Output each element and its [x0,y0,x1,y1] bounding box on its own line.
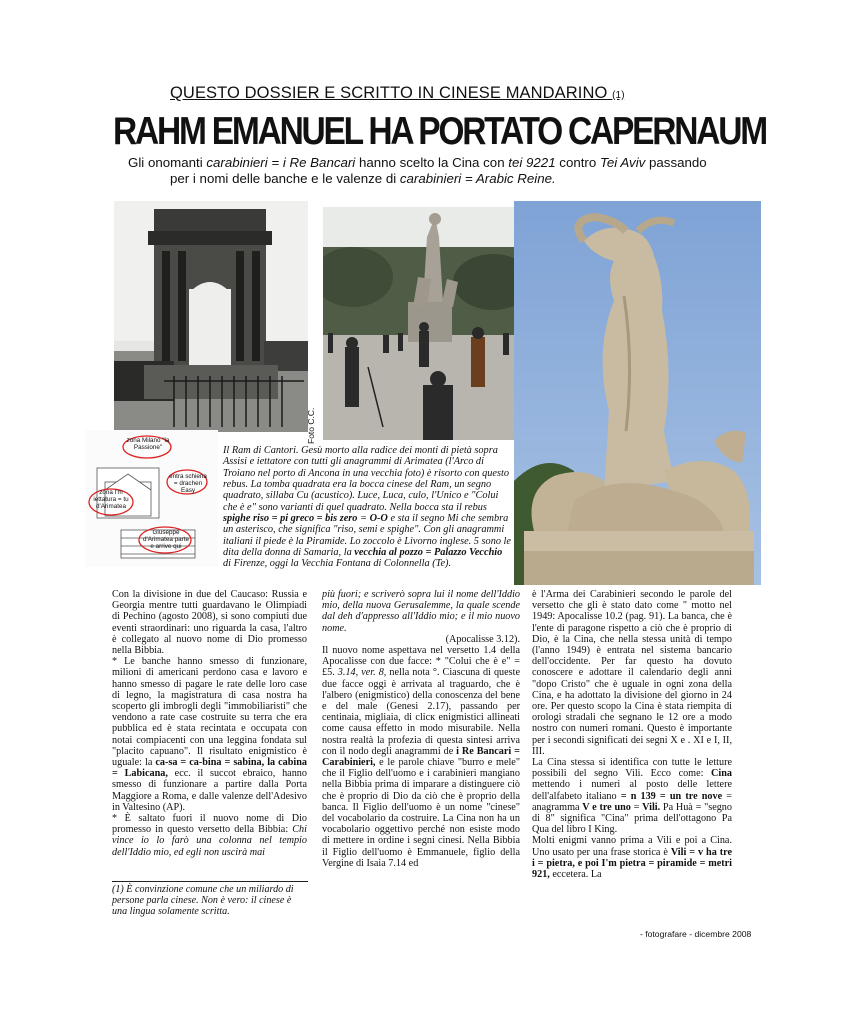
photo-credit-label: Foto C.C. [306,407,316,444]
article-column-3 [532,589,732,880]
col1-paragraph-3: * È saltato fuori il nuovo nome di Dio promesso in questo versetto della Bibbia: Chi vince io lo farò una colonna nel tempio dell'Iddio mio, ed egli non uscirà mai [112,813,307,858]
footnote-divider [112,881,308,882]
subtitle-line-2: per i nomi delle banche e le valenze di carabinieri = Arabic Reine. [170,171,556,186]
issue-credit: - fotografare - dicembre 2008 [640,929,752,939]
arch-illustration [114,201,308,432]
map-label-giuseppe: Giuseppe d'Arimatea parte e arrive qui [142,529,189,550]
photo-five-rams-statue [514,201,761,585]
col1-paragraph-1: Con la divisione in due del Caucaso: Russia e Georgia mentre tutti guardavano le Olimpiadi di Pechino (agosto 2008), si sono compiuti due eventi straordinari: uno riguarda la casa, l'altro è collegato al nuovo nome di Dio promesso nella Bibbia. [112,589,307,657]
photo-goat-statue-square [323,207,522,440]
col2-paragraph-2: Il nuovo nome aspettava nel versetto 1.4 della Apocalisse con due facce: * "Colui che è e" = £5. 3.14, ver. 8, nella nota °. Ciascuna di queste due facce oggi è arrivata al traguardo, che è l'albero (enigmistico) della conoscenza del bene e del male (Genesi 2.17), passando per centinaia, migliaia, di clicк enigmistici allineati come causa effetto in modo misurabile. Nella nostra realtà la profezia di questa sintesi arriva con il nodo degli anagrammi de i Re Bancari = Carabinieri, e le parole chiave "burro e mele" che il Figlio dell'uomo e i carabinieri mangiano nella Bibbia prima di imparare a distinguere ciò che è proprio di Dio da ciò che è proprio della banca. Il Figlio dell'uomo è un nome "cinese" del vocabolario da costruire. La Cina non ha un vocabolario oggettivo perché non esiste modo di mettere in ordine i segni cinesi. Nella Bibbia il Figlio dell'uomo è Emmanuele, figlio della Vergine di Isaia 7.14 ed [322,645,520,869]
headline: RAHM EMANUEL HA PORTATO CAPERNAUM [113,110,766,153]
col2-citation: (Apocalisse 3.12). [445,633,520,645]
diagram-tomb-map [85,430,218,567]
col3-paragraph-3: Molti enigmi vanno prima a Vili e poi a Cina. Uno usato per una frase storica è Vili = v ha tre i = pietra, e poi I'm pietra = piramide = metri 921, eccetera. La [532,835,732,881]
kicker: QUESTO DOSSIER E SCRITTO IN CINESE MANDARINO (1) [170,84,625,102]
footnote: (1) È convinzione comune che un miliardo di persone parla cinese. Non è vero: il cinese è una lingua solamente scritta. [112,884,294,918]
col3-paragraph-2: La Cina stessa si identifica con tutte le letture possibili del segno Vili. Ecco come: Cina mettendo i numeri al posto delle lettere dell'alfabeto italiano = n 139 = un tre nove = anagramma V e tre uno = Vili. Pa Huà = "segno di 8" significa "Cina" prima dell'ottagono Pa Qua del libro I King. [532,757,732,836]
map-label-entra-schiena: entra schiena = drachen Easy [169,473,207,494]
goat-statue-illustration [514,201,761,585]
map-label-zona-iettatura: zona I'm iettatura = tu d'Arimatea [93,489,129,510]
col2-paragraph-1: più fuori; e scriverò sopra lui il nome dell'Iddio mio, della nuova Gerusalemme, la quale scende dal deh d'appresso all'Iddio mio; e il mio nuovo nome. [322,589,520,634]
col3-paragraph-1: è l'Arma dei Carabinieri secondo le parole del versetto che gli è stato dato come " motto nel 1949: Apocalisse 10.2 (pag. 91). La banca, che è l'ente di paragone rispetto a ciò che è proprio di Dio, è la Cina, che nella stessa unità di tempo (l'anno 1949) è entrata nel sistema bancario dell'occidente. Per far questo ha dovuto conoscere e adottare il calendario degli anni "dopo Cristo" che è uguale in ogni zona della Cina, e ha adottato la divisione del giorno in 24 ore. Per questo scopo la Cina è stata riempita di orologi stradali che segnano le 12 ore a modo nostro con numeri romani. Questo è importante per i secondi significati dei segni X e . XI e I, II, III. [532,589,732,757]
subtitle-line-1: Gli onomanti carabinieri = i Re Bancari hanno scelto la Cina con tei 9221 contro Tei Aviv passando [128,155,707,170]
article-column-1 [112,589,307,858]
col1-paragraph-2: * Le banche hanno smesso di funzionare, milioni di americani perdono casa e lavoro e hanno smesso di pagare le rate delle loro case di legno, la magistratura di casa nostra ha scoperto gli imbrogli degli "immobiliaristi" che vendono a rate case costruite su terra che era pubblica ed è stata recintata e occupata con notai compiacenti con una leggina fondata sul "placito capuano". Il risultato enigmistico è uguale: la ca-sa = ca-bina = sabina, la cabina = Labicana, ecc. il succot ebraico, hanno smesso di funzionare a partire dalla Porta Maggiore a Roma, e dalle valenze dell'Adesivo in Valtesino (AP). [112,656,307,813]
photo-caption: Il Ram di Cantori. Gesù morto alla radice dei monti di pietà sopra Assisi e iettatore con tutti gli anagrammi di Arimatea (l'Arco di Troiano nel porto di Ancona in una vecchia foto) è risorto con questo rebus. La tomba quadrata era la bocca cinese del Ram, un segno quadrato, sillaba Cu (acustico). Luce, Luca, culo, l'Unico e "Colui che è e" sono varianti di quel quadrato. Nella bocca sta il rebus spighe riso = pi greco = bis zero = O-O e sta il segno Mi che sembra un asterisco, che significa "riso, semi e spighe". Con gli anagrammi italiani il piede è la Piramide. Lo zoccolo è Livorno inglese. 5 sono le dita della donna di Samaria, la vecchia al pozzo = Palazzo Vecchio di Firenze, oggi la Vecchia Fontana di Colonnella (Te). [223,445,511,570]
photo-arch-of-trajan [114,201,308,432]
article-column-2 [322,589,520,869]
map-label-zona-milano: zona Milano "la Passione" [126,437,170,451]
square-illustration [323,207,522,440]
